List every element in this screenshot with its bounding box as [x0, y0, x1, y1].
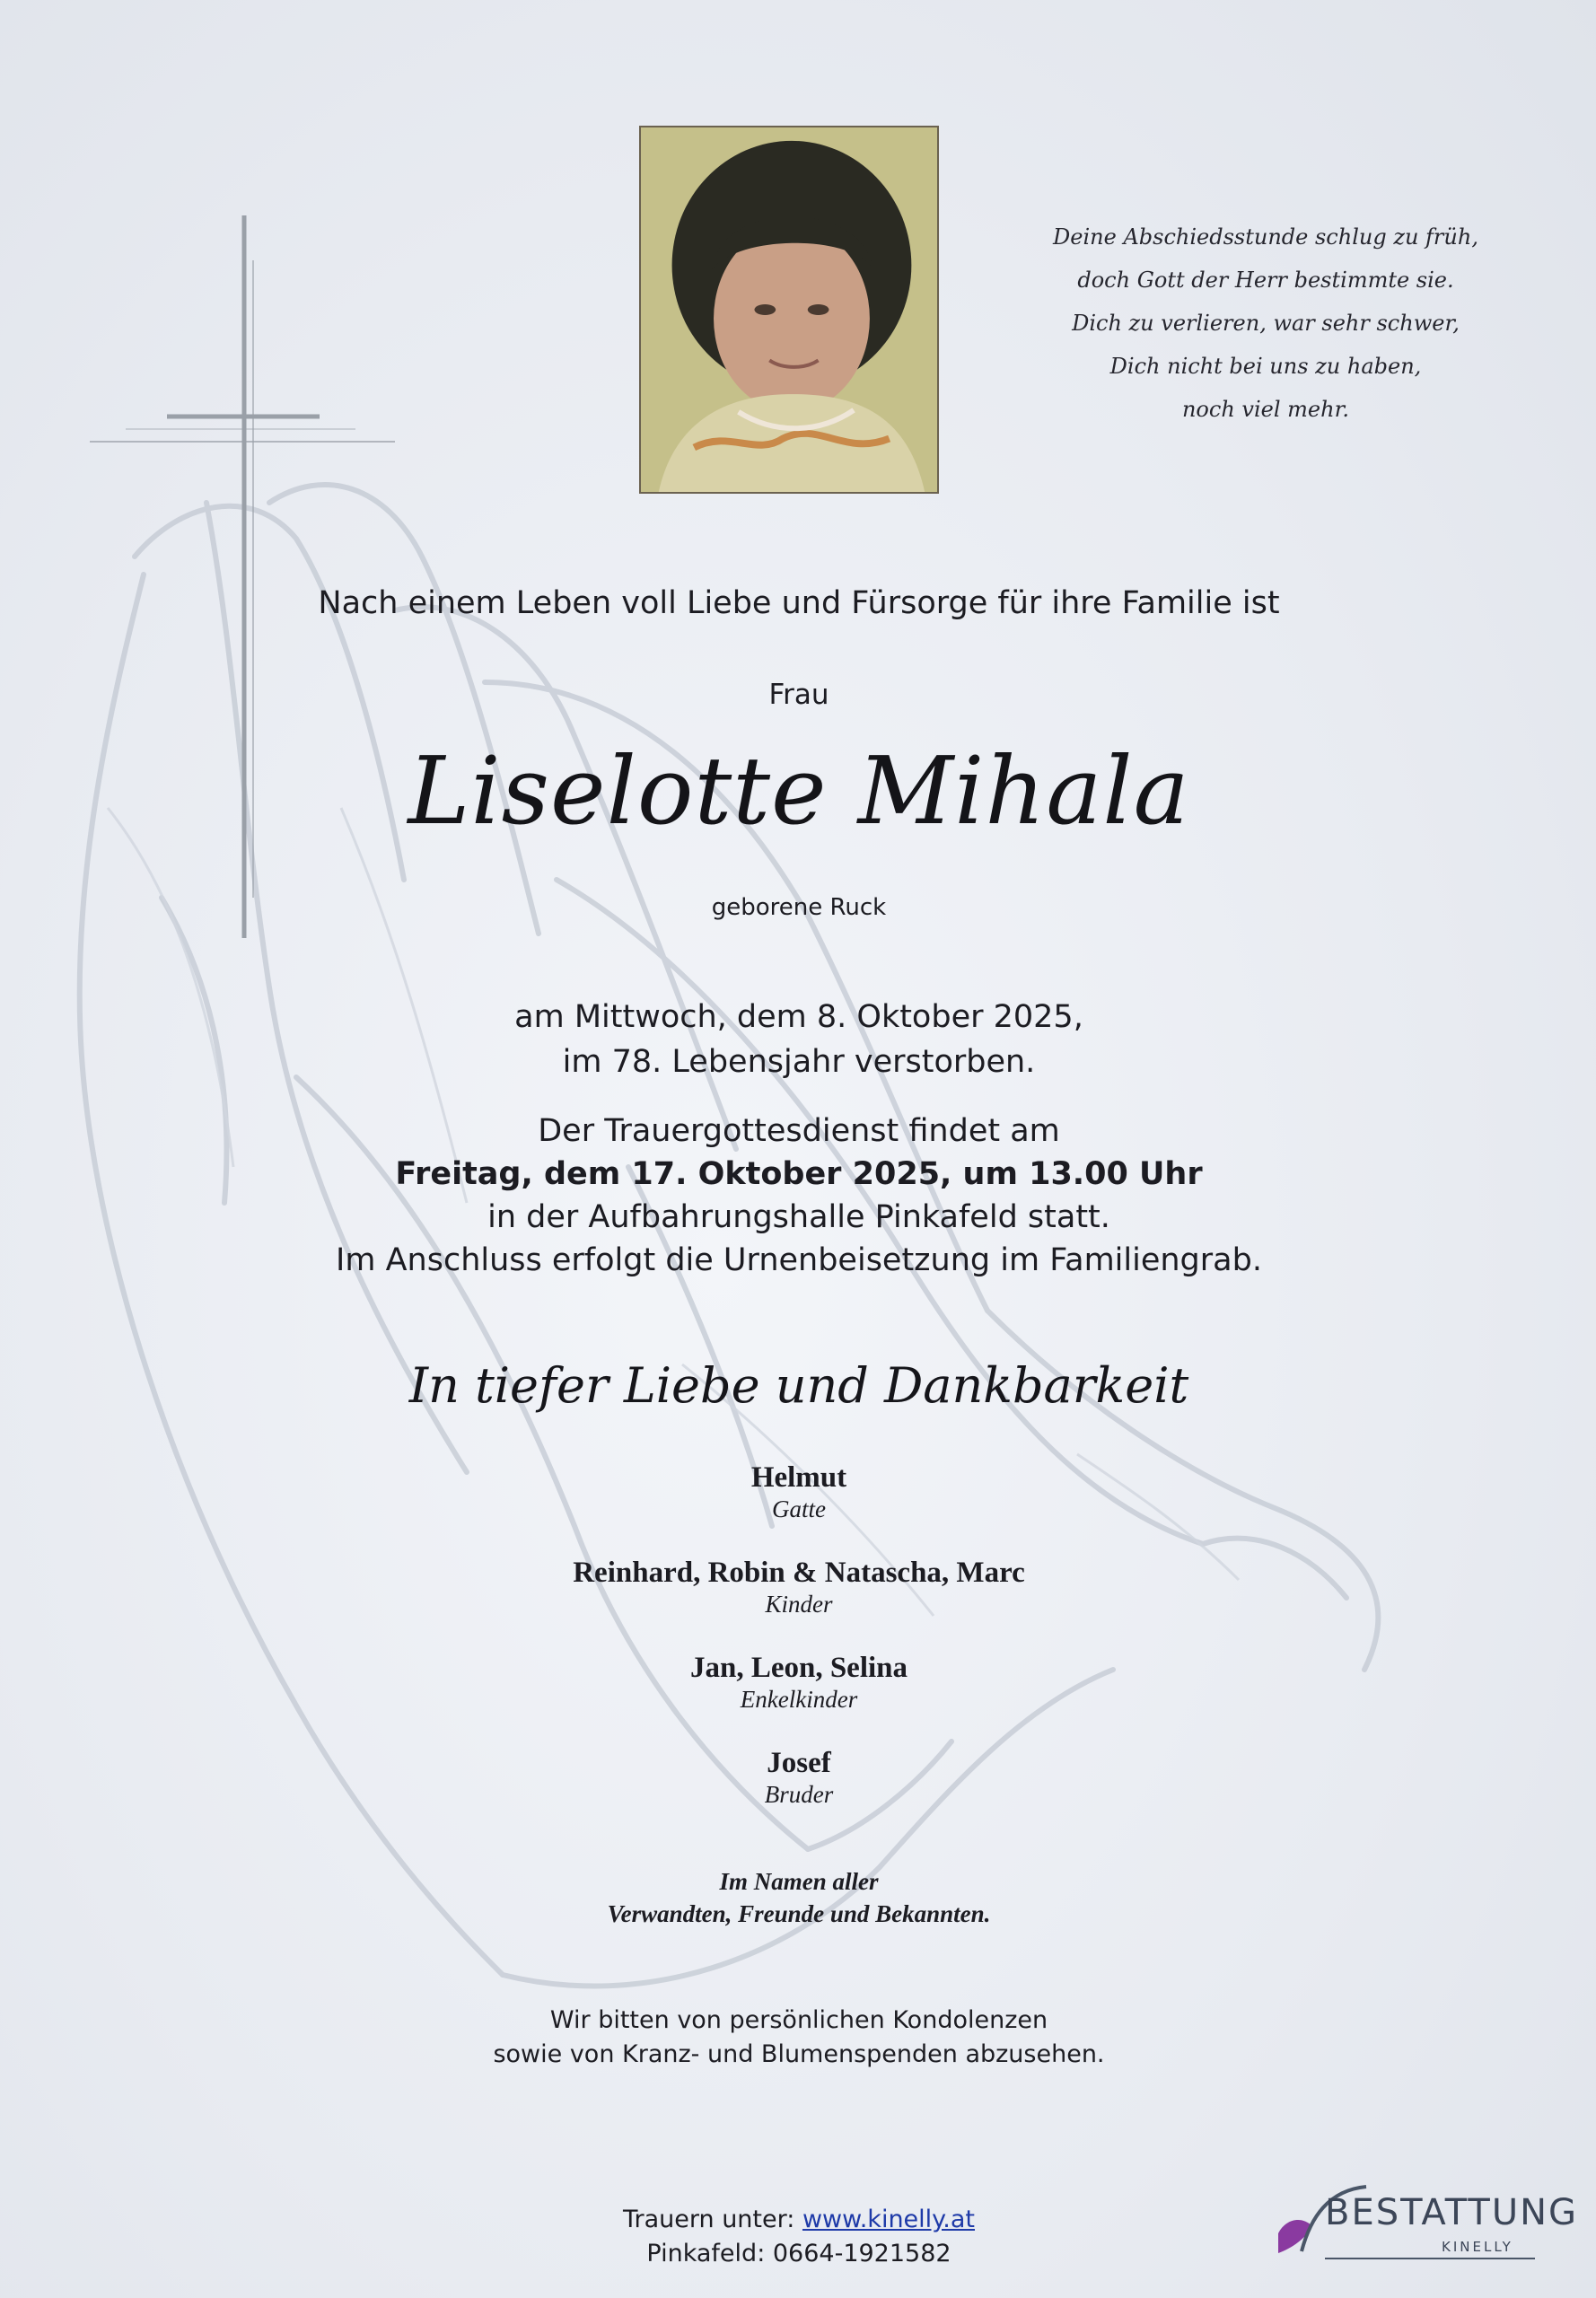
closing-phrase: In tiefer Liebe und Dankbarkeit — [408, 1357, 1189, 1414]
poem-line: Dich zu verlieren, war sehr schwer, — [1072, 311, 1460, 336]
phone-number: Pinkafeld: 0664-1921582 — [646, 2240, 951, 2267]
mourner-name: Helmut — [750, 1461, 847, 1494]
mourner-entry — [180, 1650, 1418, 1713]
death-age: im 78. Lebensjahr verstorben. — [562, 1044, 1036, 1080]
mourner-entry — [180, 1745, 1418, 1808]
mourner-entry — [180, 1555, 1418, 1618]
condolence-request — [180, 2004, 1418, 2072]
service-details — [180, 1110, 1418, 1282]
death-date: am Mittwoch, dem 8. Oktober 2025, — [514, 999, 1083, 1035]
poem-line: doch Gott der Herr bestimmte sie. — [1077, 268, 1454, 293]
trauern-line — [180, 2203, 1418, 2237]
mourner-role: Kinder — [765, 1591, 833, 1618]
bestattung-kinelly-logo — [1266, 2172, 1579, 2271]
service-location: in der Aufbahrungshalle Pinkafeld statt. — [487, 1199, 1110, 1235]
trauern-label: Trauern unter: — [622, 2206, 795, 2233]
request-line: Wir bitten von persönlichen Kondolenzen — [549, 2006, 1048, 2034]
footer-contact — [180, 2203, 1418, 2271]
poem-line: Dich nicht bei uns zu haben, — [1109, 354, 1422, 379]
mourner-role: Bruder — [764, 1781, 834, 1808]
portrait-photo — [639, 126, 939, 494]
mourner-name: Josef — [767, 1747, 831, 1779]
mourners-list — [180, 1460, 1418, 1840]
mourner-role: Enkelkinder — [740, 1686, 858, 1713]
birth-name: geborene Ruck — [711, 894, 887, 921]
poem-line: noch viel mehr. — [1181, 397, 1350, 422]
poem-line: Deine Abschiedsstunde schlug zu früh, — [1053, 224, 1478, 250]
service-datetime: Freitag, dem 17. Oktober 2025, um 13.00 Uhr — [395, 1156, 1203, 1192]
mourner-entry — [180, 1460, 1418, 1522]
poem — [1032, 215, 1499, 431]
on-behalf-line: Verwandten, Freunde und Bekannten. — [607, 1900, 991, 1927]
logo-subtext: KINELLY — [1442, 2239, 1513, 2255]
mourner-name: Reinhard, Robin & Natascha, Marc — [573, 1557, 1025, 1589]
mourner-name: Jan, Leon, Selina — [689, 1652, 908, 1684]
on-behalf-note — [180, 1865, 1418, 1930]
service-intro: Der Trauergottesdienst findet am — [538, 1113, 1060, 1149]
death-details — [180, 995, 1418, 1084]
intro-text: Nach einem Leben voll Liebe und Fürsorge für ihre Familie ist — [318, 585, 1280, 621]
salutation: Frau — [768, 679, 829, 711]
website-link[interactable]: www.kinelly.at — [802, 2206, 976, 2233]
burial-note: Im Anschluss erfolgt die Urnenbeisetzung im Familiengrab. — [336, 1242, 1262, 1278]
logo-text: BESTATTUNG — [1325, 2192, 1579, 2233]
on-behalf-line: Im Namen aller — [719, 1868, 879, 1895]
request-line: sowie von Kranz- und Blumenspenden abzusehen. — [493, 2040, 1105, 2068]
deceased-name: Liselotte Mihala — [408, 736, 1190, 846]
mourner-role: Gatte — [772, 1495, 826, 1522]
